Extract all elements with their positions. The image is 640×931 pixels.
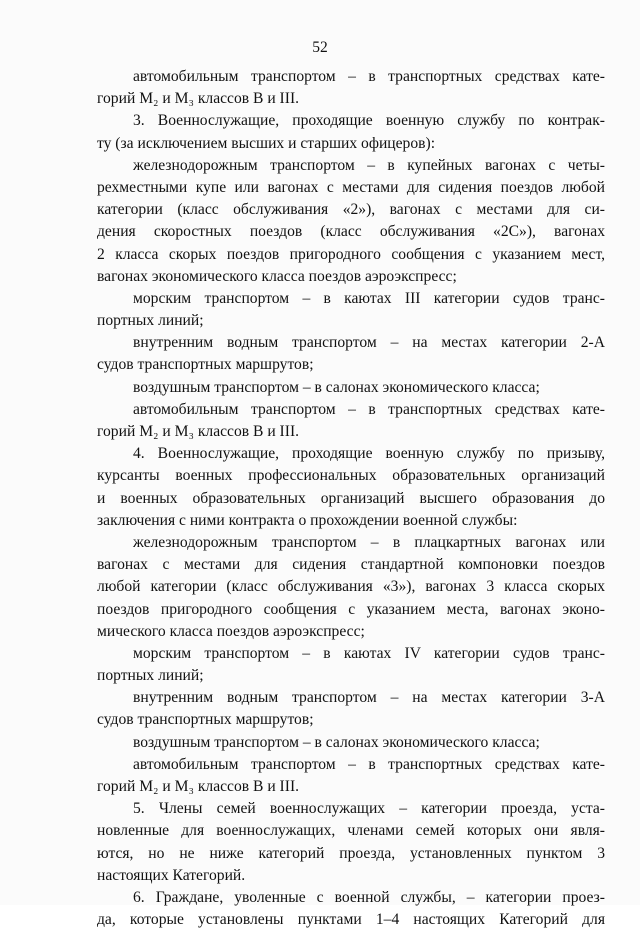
text-line: курсанты военных профессиональных образовательных организаций: [97, 467, 605, 485]
text-line: ются, но не ниже категорий проезда, установленных пунктом 3: [97, 844, 605, 862]
text-line: судов транспортных маршрутов;: [97, 356, 314, 374]
text-line: воздушным транспортом – в салонах экономического класса;: [133, 733, 540, 751]
text-line: судов транспортных маршрутов;: [97, 711, 314, 729]
body-text: [97, 66, 605, 931]
text-line: морским транспортом – в каютах IV категории судов транс-: [133, 644, 605, 662]
text-line: 6. Граждане, уволенные с военной службы, – категории проез-: [133, 888, 605, 906]
text-line: новленные для военнослужащих, членами семей которых они явля-: [97, 822, 605, 840]
text-line: внутренним водным транспортом – на местах категории 2-А: [133, 334, 605, 352]
text-line: категории (класс обслуживания «2»), вагонах с местами для си-: [97, 201, 605, 219]
text-line: настоящих Категорий.: [97, 866, 246, 884]
text-line: дения скоростных поездов (класс обслуживания «2С»), вагонах: [97, 223, 605, 241]
text-line: 5. Члены семей военнослужащих – категории проезда, уста-: [133, 800, 605, 818]
text-line: автомобильным транспортом – в транспортных средствах кате-: [133, 400, 605, 418]
text-line: мического класса поездов аэроэкспресс;: [97, 622, 365, 640]
text-line: горий M₂ и M₃ классов B и III.: [97, 778, 300, 795]
text-line: и военных образовательных организаций высшего образования до: [97, 489, 605, 507]
text-line: железнодорожным транспортом – в плацкартных вагонах или: [133, 533, 605, 551]
text-line: автомобильным транспортом – в транспортных средствах кате-: [133, 755, 605, 773]
text-line: портных линий;: [97, 312, 204, 330]
text-line: вагонах экономического класса поездов аэроэкспресс;: [97, 267, 457, 285]
text-line: да, которые установлены пунктами 1–4 настоящих Категорий для: [97, 911, 605, 929]
text-line: 3. Военнослужащие, проходящие военную службу по контрак-: [133, 112, 605, 130]
page-number: 52: [312, 39, 328, 56]
text-line: горий M₂ и M₃ классов B и III.: [97, 90, 300, 108]
text-line: любой категории (класс обслуживания «3»), вагонах 3 класса скорых: [97, 578, 605, 596]
text-line: горий M₂ и M₃ классов B и III.: [97, 423, 300, 440]
text-line: 2 класса скорых поездов пригородного сообщения с указанием мест,: [97, 245, 605, 263]
text-line: внутренним водным транспортом – на местах категории 3-А: [133, 689, 605, 707]
text-line: рехместными купе или вагонах с местами для сидения поездов любой: [97, 178, 605, 196]
text-line: портных линий;: [97, 667, 204, 685]
text-line: вагонах с местами для сидения стандартной компоновки поездов: [97, 556, 605, 574]
text-line: ту (за исключением высших и старших офицеров):: [97, 134, 436, 152]
text-line: 4. Военнослужащие, проходящие военную службу по призыву,: [133, 445, 605, 463]
text-line: поездов пригородного сообщения с указанием места, вагонах эконо-: [97, 600, 605, 618]
text-line: воздушным транспортом – в салонах экономического класса;: [133, 378, 540, 396]
text-line: заключения с ними контракта о прохождении военной службы:: [97, 511, 518, 529]
text-line: железнодорожным транспортом – в купейных вагонах с четы-: [133, 156, 605, 174]
text-line: морским транспортом – в каютах III категории судов транс-: [133, 289, 605, 307]
text-line: автомобильным транспортом – в транспортных средствах кате-: [133, 68, 605, 85]
